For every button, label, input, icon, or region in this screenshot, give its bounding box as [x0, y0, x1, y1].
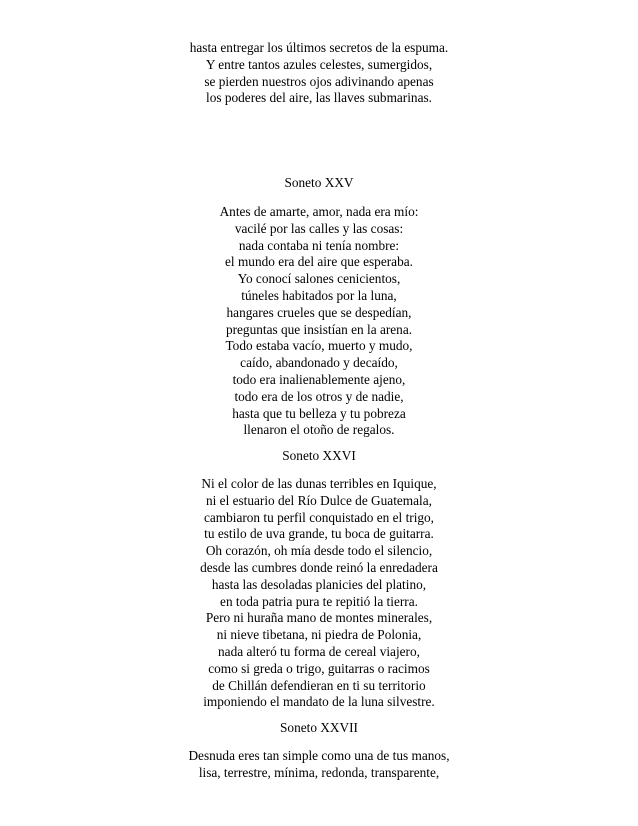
poem-line: hasta las desoladas planicies del platino, — [211, 576, 427, 592]
poem-line: hasta que tu belleza y tu pobreza — [232, 405, 406, 421]
poem-line: los poderes del aire, las llaves submarinas. — [206, 90, 432, 106]
poem-line: hangares crueles que se despedían, — [226, 304, 412, 320]
poem-line: el mundo era del aire que esperaba. — [225, 254, 413, 270]
poem-line: imponiendo el mandato de la luna silvestre. — [203, 694, 435, 710]
sonnet-title: Soneto XXVI — [282, 448, 356, 463]
poem-line: nada contaba ni tenía nombre: — [238, 237, 400, 253]
sonnet-25-body — [0, 204, 638, 439]
poem-line: Oh corazón, oh mía desde todo el silencio, — [205, 543, 433, 559]
poem-line: se pierden nuestros ojos adivinando apenas — [204, 73, 434, 89]
poem-line: tu estilo de uva grande, tu boca de guitarra. — [204, 526, 434, 542]
poem-line: túneles habitados por la luna, — [241, 287, 397, 303]
poem-line: Antes de amarte, amor, nada era mío: — [219, 204, 419, 219]
poem-line: en toda patria pura te repitió la tierra. — [220, 593, 418, 609]
poem-line: Yo conocí salones cenicientos, — [237, 271, 401, 287]
poem-line: ni nieve tibetana, ni piedra de Polonia, — [216, 627, 422, 643]
poem-line: nada alteró tu forma de cereal viajero, — [218, 643, 420, 659]
poem-line: llenaron el otoño de regalos. — [243, 422, 395, 438]
poem-line: ni el estuario del Río Dulce de Guatemala, — [206, 492, 432, 508]
poem-line: Y entre tantos azules celestes, sumergidos, — [205, 56, 433, 72]
poem-line: desde las cumbres donde reinó la enredadera — [200, 559, 438, 575]
sonnet-title: Soneto XXV — [284, 175, 354, 190]
sonnet-27-body — [0, 748, 638, 782]
poem-line: de Chillán defendieran en ti su territorio — [212, 677, 426, 693]
sonnet-25-heading — [0, 175, 638, 192]
poem-line: Pero ni huraña mano de montes minerales, — [205, 610, 433, 626]
poem-line: todo era de los otros y de nadie, — [234, 388, 404, 404]
poem-line: caído, abandonado y decaído, — [240, 355, 398, 371]
sonnet-title: Soneto XXVII — [280, 720, 358, 735]
poem-line: Ni el color de las dunas terribles en Iquique, — [201, 476, 437, 491]
poem-line: lisa, terrestre, mínima, redonda, transparente, — [198, 764, 440, 780]
sonnet-26-heading — [0, 448, 638, 465]
poem-line: Desnuda eres tan simple como una de tus manos, — [188, 748, 450, 763]
poem-line: Todo estaba vacío, muerto y mudo, — [225, 338, 413, 354]
intro-stanza — [0, 40, 638, 107]
poem-line: cambiaron tu perfil conquistado en el trigo, — [203, 509, 435, 525]
poem-line: hasta entregar los últimos secretos de la espuma. — [189, 40, 449, 55]
poem-line: todo era inalienablemente ajeno, — [232, 371, 406, 387]
sonnet-27-heading — [0, 720, 638, 737]
poem-line: vacilé por las calles y las cosas: — [234, 220, 404, 236]
sonnet-26-body — [0, 476, 638, 711]
poem-line: preguntas que insistían en la arena. — [225, 321, 413, 337]
poem-line: como si greda o trigo, guitarras o racimos — [208, 660, 430, 676]
